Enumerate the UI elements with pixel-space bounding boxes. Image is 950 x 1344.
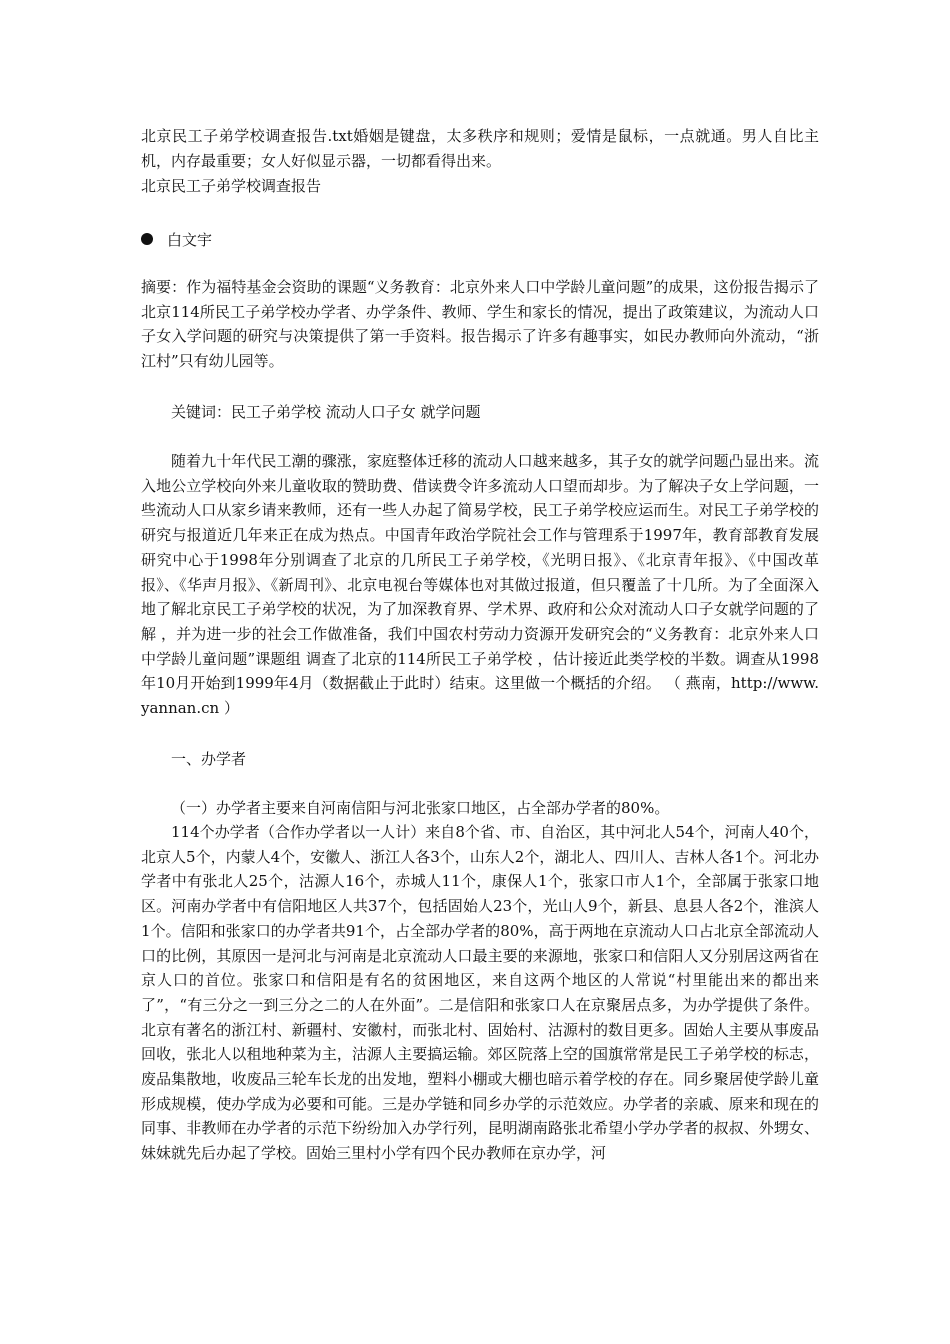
author-name: 白文宇 xyxy=(167,231,213,249)
author-line xyxy=(141,228,212,252)
bullet-icon xyxy=(141,233,153,245)
intro-paragraph: 随着九十年代民工潮的骤涨，家庭整体迁移的流动人口越来越多，其子女的就学问题凸显出来。流入地公立学校向外来儿童收取的赞助费、借读费令许多流动人口望而却步。为了解决子女上学问题，一些流动人口从家乡请来教师，还有一些人办起了简易学校，民工子弟学校应运而生。对民工子弟学校的研究与报道近几年来正在成为热点。中国青年政治学院社会工作与管理系于1997年，教育部教育发展研究中心于1998年分别调查了北京的几所民工子弟学校，《光明日报》、《北京青年报》、《中国改革报》、《华声月报》、《新周刊》、北京电视台等媒体也对其做过报道，但只覆盖了十几所。为了全面深入地了解北京民工子弟学校的状况，为了加深教育界、学术界、政府和公众对流动人口子女就学问题的了解 ，并为进一步的社会工作做准备，我们中国农村劳动力资源开发研究会的“义务教育：北京外来人口中学龄儿童问题”课题组 调查了北京的114所民工子弟学校 ，估计接近此类学校的半数。调查从1998年10月开始到1999年4月（数据截止于此时）结束。这里做一个概括的介绍。 （ 燕南，http://www.yannan.cn ） xyxy=(141,452,819,718)
document-title: 北京民工子弟学校调查报告 xyxy=(141,177,322,195)
abstract-paragraph: 摘要：作为福特基金会资助的课题“义务教育：北京外来人口中学龄儿童问题”的成果，这份报告揭示了北京114所民工子弟学校办学者、办学条件、教师、学生和家长的情况，提出了政策建议，为流动人口子女入学问题的研究与决策提供了第一手资料。报告揭示了许多有趣事实，如民办教师向外流动，“浙江村”只有幼儿园等。 xyxy=(141,278,819,371)
section-body-paragraph: 114个办学者（合作办学者以一人计）来自8个省、市、自治区，其中河北人54个，河南人40个，北京人5个，内蒙人4个，安徽人、浙江人各3个，山东人2个，湖北人、四川人、吉林人各1个。河北办学者中有张北人25个，沽源人16个，赤城人11个，康保人1个，张家口市人1个，全部属于张家口地区。河南办学者中有信阳地区人共37个，包括固始人23个，光山人9个，新县、息县人各2个，淮滨人1个。信阳和张家口的办学者共91个，占全部办学者的80%，高于两地在京流动人口占北京全部流动人口的比例，其原因一是河北与河南是北京流动人口最主要的来源地，张家口和信阳人又分别居这两省在京人口的首位。张家口和信阳是有名的贫困地区，来自这两个地区的人常说“村里能出来的都出来了”，“有三分之一到三分之二的人在外面”。二是信阳和张家口人在京聚居点多，为办学提供了条件。北京有著名的浙江村、新疆村、安徽村，而张北村、固始村、沽源村的数目更多。固始人主要从事废品回收，张北人以租地种菜为主，沽源人主要搞运输。郊区院落上空的国旗常常是民工子弟学校的标志，废品集散地，收废品三轮车长龙的出发地，塑料小棚或大棚也暗示着学校的存在。同乡聚居使学龄儿童形成规模，使办学成为必要和可能。三是办学链和同乡办学的示范效应。办学者的亲戚、原来和现在的同事、非教师在办学者的示范下纷纷加入办学行列，昆明湖南路张北希望小学办学者的叔叔、外甥女、妹妹就先后办起了学校。固始三里村小学有四个民办教师在京办学，河 xyxy=(141,823,819,1163)
keywords-line: 关键词：民工子弟学校 流动人口子女 就学问题 xyxy=(171,403,481,421)
section-heading: 一、办学者 xyxy=(171,750,247,768)
subsection-heading: （一）办学者主要来自河南信阳与河北张家口地区，占全部办学者的80%。 xyxy=(171,799,670,817)
header-line: 北京民工子弟学校调查报告.txt婚姻是键盘，太多秩序和规则；爱情是鼠标，一点就通。男人自比主机，内存最重要；女人好似显示器，一切都看得出来。 xyxy=(141,127,819,170)
